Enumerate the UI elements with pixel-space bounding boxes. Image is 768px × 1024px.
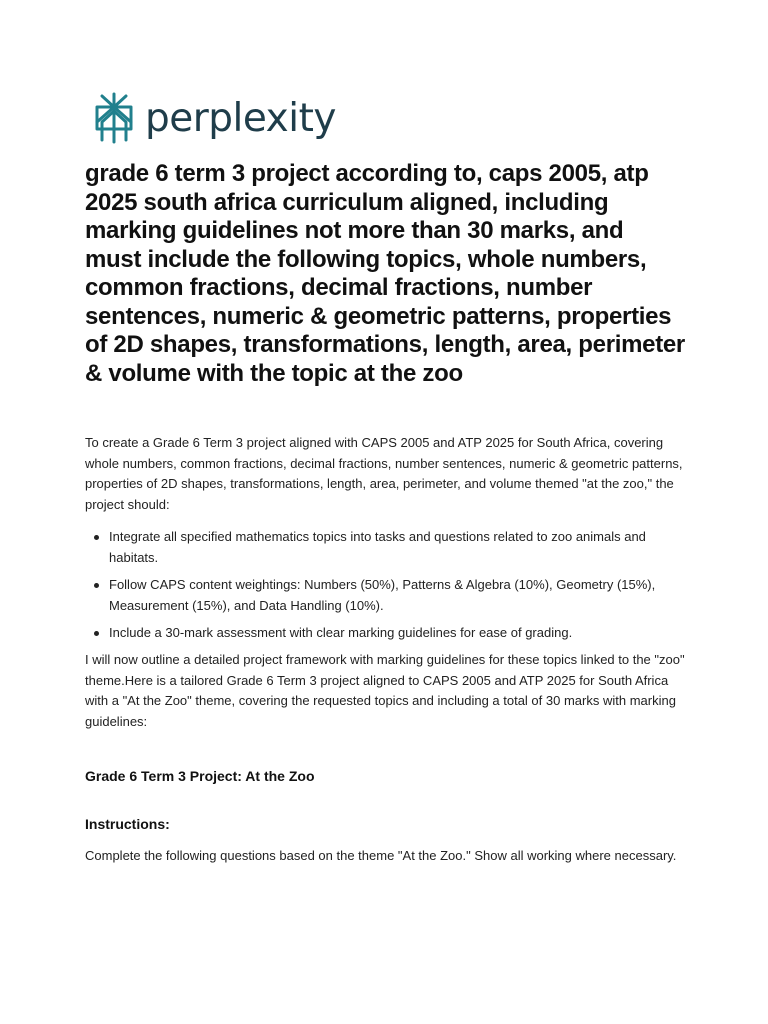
list-item-text: Integrate all specified mathematics topics into tasks and questions related to zoo animals and habitats. [109,529,646,565]
requirements-list [85,527,675,651]
list-item [85,623,675,644]
project-heading: Grade 6 Term 3 Project: At the Zoo [85,768,315,784]
bullet-dot [94,631,99,636]
list-item [85,575,675,616]
bullet-dot [94,535,99,540]
intro-paragraph: To create a Grade 6 Term 3 project aligned with CAPS 2005 and ATP 2025 for South Africa, covering whole numbers, common fractions, decimal fractions, number sentences, numeric & geometric patterns, properties of 2D shapes, transformations, length, area, perimeter, and volume themed "at the zoo," the project should: [85,435,683,512]
perplexity-logo-icon [93,92,135,144]
brand-wordmark: perplexity [145,95,336,141]
framework-paragraph: I will now outline a detailed project framework with marking guidelines for these topics linked to the "zoo" theme.Here is a tailored Grade 6 Term 3 project aligned to CAPS 2005 and ATP 2025 for South Africa with a "At the Zoo" theme, covering the requested topics and including a total of 30 marks with marking guidelines: [85,652,685,729]
brand-logo [93,92,336,144]
list-item [85,527,675,568]
list-item-text: Follow CAPS content weightings: Numbers (50%), Patterns & Algebra (10%), Geometry (15%), Measurement (15%), and Data Handling (10%). [109,577,656,613]
bullet-dot [94,583,99,588]
list-item-text: Include a 30-mark assessment with clear marking guidelines for ease of grading. [109,625,573,640]
page-title: grade 6 term 3 project according to, caps 2005, atp 2025 south africa curriculum aligned, including marking guidelines not more than 30 marks, and must include the following topics, whole numbers, common fractions, decimal fractions, number sentences, numeric & geometric patterns, properties of 2D shapes, transformations, length, area, perimeter & volume with the topic at the zoo [85,160,685,387]
instructions-heading: Instructions: [85,816,170,832]
instructions-text: Complete the following questions based on the theme "At the Zoo." Show all working where necessary. [85,848,677,863]
